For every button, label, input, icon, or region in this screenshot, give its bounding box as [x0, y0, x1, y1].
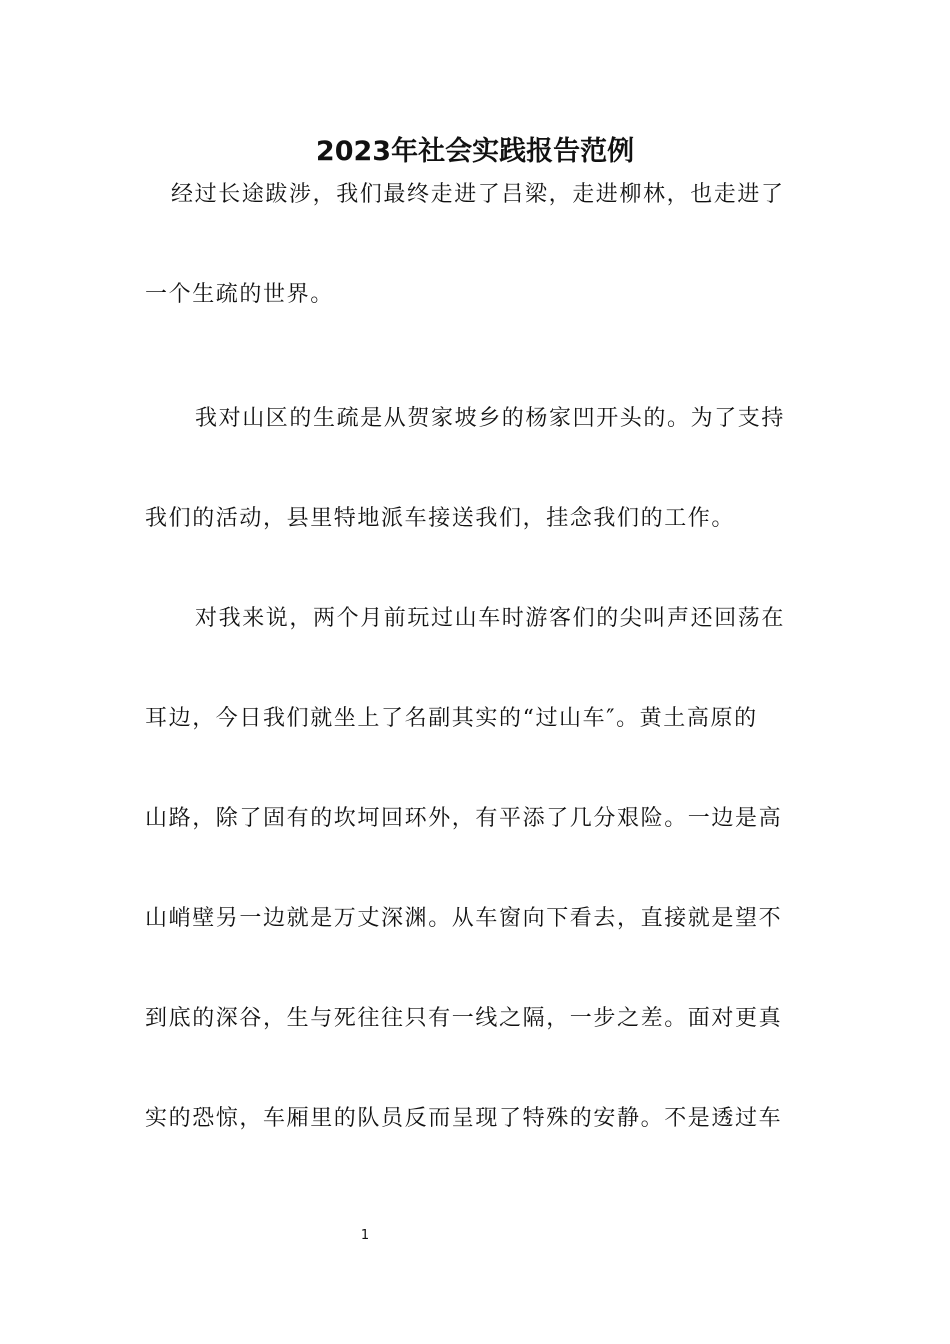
paragraph-line: 对我来说，两个月前玩过山车时游客们的尖叫声还回荡在 [195, 606, 786, 631]
page-number: 1 [360, 1228, 370, 1243]
paragraph-line: 山路，除了固有的坎坷回环外，有平添了几分艰险。一边是高 [145, 806, 783, 831]
document-title: 2023年社会实践报告范例 [315, 136, 635, 167]
paragraph-line: 耳边，今日我们就坐上了名副其实的“过山车″。黄土高原的 [145, 706, 758, 731]
paragraph-line: 到底的深谷，生与死往往只有一线之隔，一步之差。面对更真 [145, 1006, 783, 1031]
paragraph-line: 我对山区的生疏是从贺家坡乡的杨家凹开头的。为了支持 [195, 406, 786, 431]
paragraph-line: 一个生疏的世界。 [145, 282, 334, 307]
paragraph-line: 经过长途跋涉，我们最终走进了吕梁，走进柳林，也走进了 [171, 182, 785, 207]
paragraph-line: 我们的活动，县里特地派车接送我们，挂念我们的工作。 [145, 506, 736, 531]
paragraph-line: 实的恐惊，车厢里的队员反而呈现了特殊的安静。不是透过车 [145, 1106, 783, 1131]
paragraph-line: 山峭壁另一边就是万丈深渊。从车窗向下看去，直接就是望不 [145, 906, 783, 931]
